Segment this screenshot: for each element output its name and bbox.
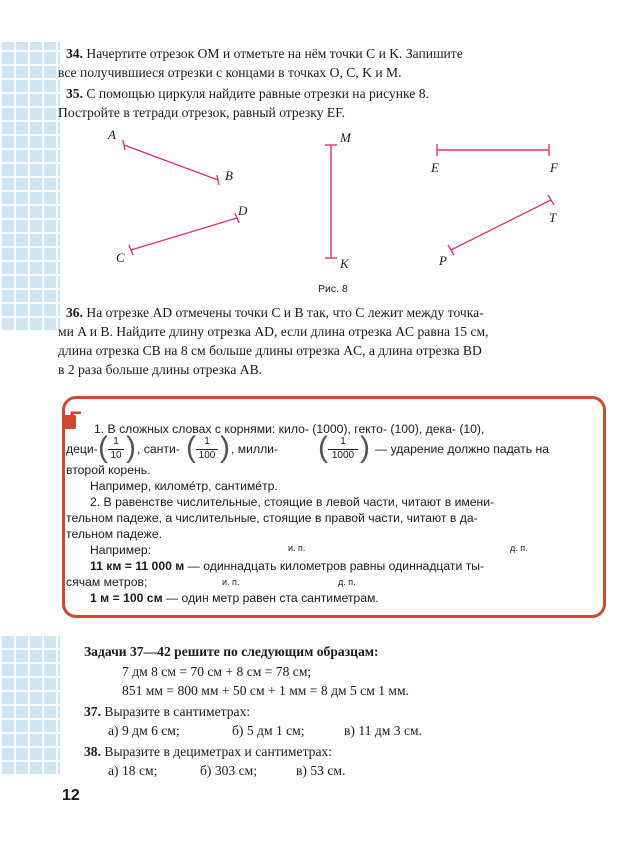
task-37-a: а) 9 дм 6 см; xyxy=(108,723,180,738)
task-36 xyxy=(58,303,618,379)
label-M: M xyxy=(340,130,351,145)
decor-stripe-bottom xyxy=(0,636,60,776)
label-D: D xyxy=(238,203,248,218)
task-37-c: в) 11 дм 3 см. xyxy=(344,723,422,738)
task-36-line2: ми A и B. Найдите длину отрезка AD, если длина отрезка AC равна 15 см, xyxy=(58,324,489,339)
task-37 xyxy=(84,702,250,721)
task-35-number: 35. xyxy=(66,86,83,101)
segment-AB-tick-B xyxy=(217,175,219,185)
segment-PT-tick-P xyxy=(448,245,454,255)
label-T: T xyxy=(549,210,557,225)
frac-deci-num: 1 xyxy=(113,436,119,447)
segment-CD-tick-D xyxy=(235,213,239,223)
rule-line-4: Например, киломе́тр, сантиме́тр. xyxy=(90,479,278,493)
label-E: E xyxy=(431,160,439,175)
sample-2: 851 мм = 800 мм + 50 см + 1 мм = 8 дм 5 см 1 мм. xyxy=(122,683,410,698)
paren-open-3: ( xyxy=(318,431,328,464)
task-37-number: 37. xyxy=(84,704,101,719)
segment-PT xyxy=(451,200,551,250)
rule-line-3: второй корень. xyxy=(66,463,151,477)
task-34-line2: все получившиеся отрезки с концами в точках O, C, K и M. xyxy=(58,65,402,80)
label-A: A xyxy=(108,127,116,142)
task-35 xyxy=(58,84,618,122)
rule-example-2-formula: 1 м = 100 см xyxy=(90,591,163,605)
paren-close-3: ) xyxy=(360,431,370,464)
sample-1: 7 дм 8 см = 70 см + 8 см = 78 см; xyxy=(122,664,312,679)
task-38-c: в) 53 см. xyxy=(296,763,346,778)
task-35-line2: Постройте в тетради отрезок, равный отрезку EF. xyxy=(58,105,346,120)
rule-example-1 xyxy=(90,557,484,575)
paren-open-1: ( xyxy=(98,431,108,464)
rule-line-2-end: — ударение должно падать на xyxy=(375,442,550,456)
case-label-dp-2: д. п. xyxy=(338,577,356,587)
task-38 xyxy=(84,742,332,761)
rule-santi: , санти- xyxy=(137,442,180,456)
rule-line-8: Например: xyxy=(90,543,152,557)
task-36-line1: 36. На отрезке AD отмечены точки C и B так, что C лежит между точка- xyxy=(66,305,484,320)
task-38-number: 38. xyxy=(84,744,101,759)
segment-CD-tick-C xyxy=(129,245,133,255)
paren-close-1: ) xyxy=(126,431,136,464)
label-K: K xyxy=(340,256,349,271)
rule-example-2-text: — один метр равен ста сантиметрам. xyxy=(165,591,379,605)
task-36-number: 36. xyxy=(66,305,83,320)
task-38-text: Выразите в дециметрах и сантиметрах: xyxy=(104,744,333,759)
rule-line-7: тельном падеже. xyxy=(66,527,162,541)
frac-milli-den: 1000 xyxy=(331,450,355,461)
task-38-b: б) 303 см; xyxy=(200,763,258,778)
rule-example-1-text: — одиннадцать километров равны одиннадцати ты- xyxy=(187,559,485,573)
rule-deci: деци- xyxy=(66,442,98,456)
rule-example-2 xyxy=(90,589,379,607)
task-34-line1: 34. Начертите отрезок OM и отметьте на нём точки C и K. Запишите xyxy=(66,46,463,61)
paren-open-2: ( xyxy=(186,431,196,464)
task-36-line4: в 2 раза больше длины отрезка AB. xyxy=(58,362,263,377)
frac-santi-num: 1 xyxy=(204,436,210,447)
case-label-dp-1: д. п. xyxy=(510,543,528,553)
page-number: 12 xyxy=(62,787,80,804)
task-36-line3: длина отрезка CB на 8 см больше длины отрезка AC, а длина отрезка BD xyxy=(58,343,482,358)
label-C: C xyxy=(116,250,125,265)
case-label-ip-2: и. п. xyxy=(222,577,240,587)
task-34 xyxy=(58,44,618,82)
task-37-text: Выразите в сантиметрах: xyxy=(104,704,251,719)
task-34-number: 34. xyxy=(66,46,83,61)
task-38-a: а) 18 см; xyxy=(108,763,158,778)
decor-stripe-top xyxy=(0,42,60,332)
segment-PT-tick-T xyxy=(548,195,554,205)
rule-icon xyxy=(64,407,88,434)
frac-santi-den: 100 xyxy=(198,450,216,461)
segment-AB xyxy=(124,145,218,180)
case-label-ip-1: и. п. xyxy=(288,543,306,553)
task-37-b: б) 5 дм 1 см; xyxy=(232,723,305,738)
segment-CD xyxy=(131,218,237,250)
task-35-line1: 35. С помощью циркуля найдите равные отрезки на рисунке 8. xyxy=(66,86,429,101)
rule-icon-letter: Г xyxy=(69,407,82,432)
label-B: B xyxy=(225,168,233,183)
rule-line-6: тельном падеже, а числительные, стоящие в правой части, читают в да- xyxy=(66,511,478,525)
frac-milli-num: 1 xyxy=(340,436,346,447)
label-F: F xyxy=(550,160,558,175)
frac-deci-den: 10 xyxy=(110,450,122,461)
tasks-37-42-heading: Задачи 37—42 решите по следующим образцам: xyxy=(84,644,379,659)
rule-example-1-formula: 11 км = 11 000 м xyxy=(90,559,185,573)
paren-close-2: ) xyxy=(220,431,230,464)
label-P: P xyxy=(439,253,447,268)
rule-line-1: 1. В сложных словах с корнями: кило- (1000), гекто- (100), дека- (10), xyxy=(94,422,485,436)
figure-caption: Рис. 8 xyxy=(318,283,348,295)
rule-example-1-cont: сячам метров; xyxy=(66,575,148,589)
rule-line-5: 2. В равенстве числительные, стоящие в левой части, читают в имени- xyxy=(90,495,495,509)
rule-milli: , милли- xyxy=(231,442,279,456)
segment-AB-tick-A xyxy=(123,140,125,150)
